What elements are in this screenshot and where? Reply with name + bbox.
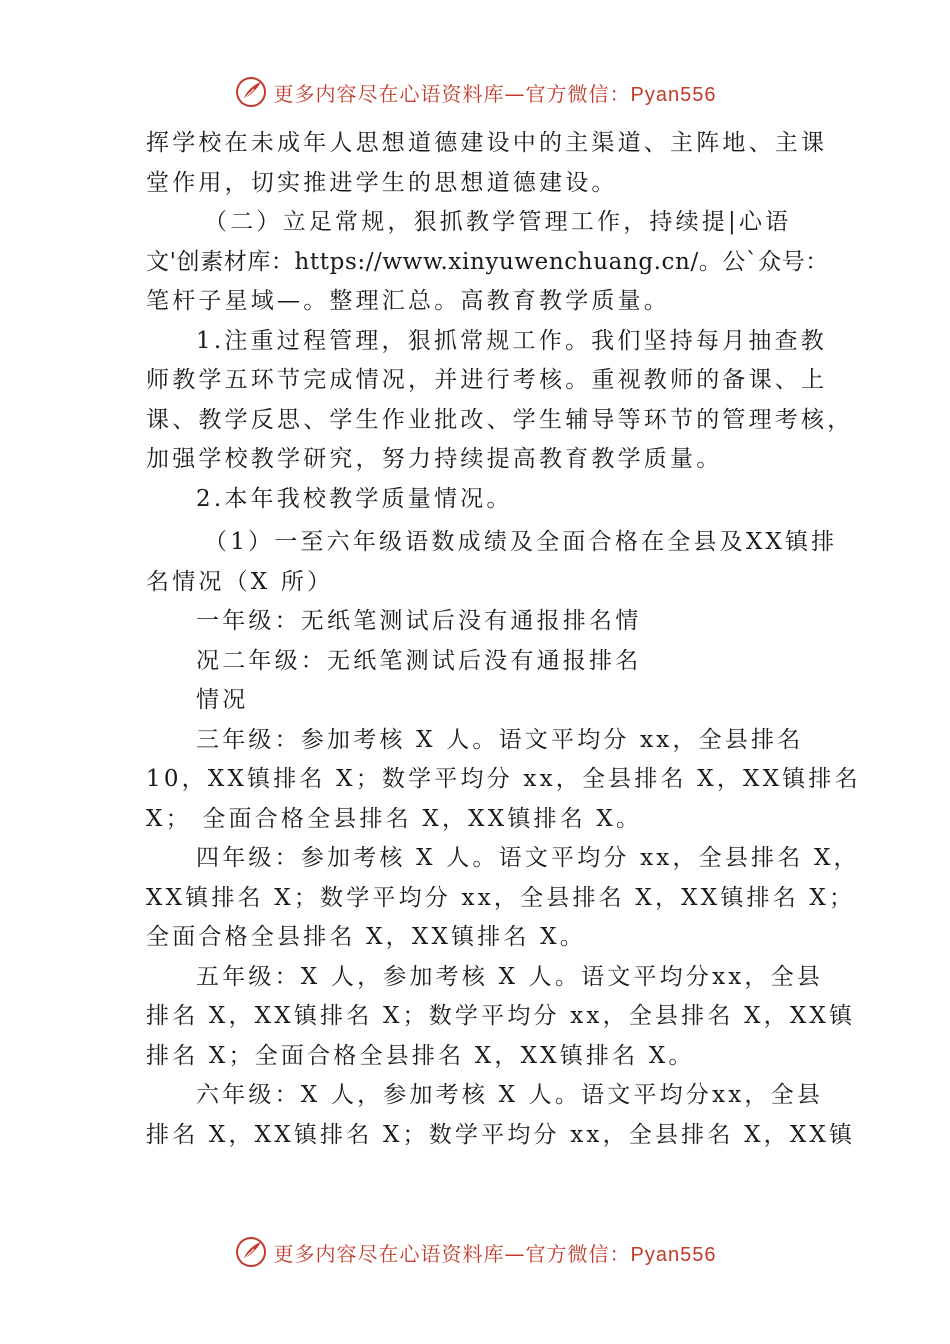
- body-line: 文'创素材库：https://www.xinyuwenchuang.cn/。公`众号：: [146, 248, 829, 275]
- body-line: 排名 X，XX镇排名 X；数学平均分 xx，全县排名 X，XX镇: [146, 1003, 856, 1029]
- body-line: 排名 X，XX镇排名 X；数学平均分 xx，全县排名 X，XX镇: [146, 1121, 856, 1148]
- body-line: 六年级：X 人，参加考核 X 人。语文平均分xx，全县: [196, 1082, 824, 1108]
- wechat-id: Pyan556: [630, 83, 717, 106]
- body-line: 挥学校在未成年人思想道德建设中的主渠道、主阵地、主课: [146, 130, 828, 156]
- body-line: 课、教学反思、学生作业批改、学生辅导等环节的管理考核，: [146, 406, 854, 433]
- body-line: 情况: [196, 687, 249, 713]
- body-line: 况二年级：无纸笔测试后没有通报排名: [196, 647, 642, 674]
- body-line: （二）立足常规，狠抓教学管理工作，持续提|心语: [204, 209, 792, 235]
- body-line: 10，XX镇排名 X；数学平均分 xx，全县排名 X，XX镇排名: [146, 766, 861, 792]
- banner-label: 更多内容尽在心语资料库—官方微信：: [273, 81, 631, 106]
- banner-label: 更多内容尽在心语资料库—官方微信：: [273, 1241, 631, 1266]
- body-line: 五年级：X 人，参加考核 X 人。语文平均分xx，全县: [196, 963, 824, 990]
- body-line: 1.注重过程管理，狠抓常规工作。我们坚持每月抽查教: [196, 327, 827, 354]
- body-line: 全面合格全县排名 X，XX镇排名 X。: [146, 924, 586, 950]
- body-line: 三年级：参加考核 X 人。语文平均分 xx，全县排名: [196, 726, 804, 753]
- body-line: 排名 X；全面合格全县排名 X，XX镇排名 X。: [146, 1042, 695, 1069]
- body-line: 加强学校教学研究，努力持续提高教育教学质量。: [146, 446, 723, 472]
- quill-logo-icon: [234, 1235, 268, 1269]
- body-line: 师教学五环节完成情况，并进行考核。重视教师的备课、上: [146, 367, 828, 393]
- footer-banner: [0, 1232, 950, 1272]
- quill-logo-icon: [234, 75, 268, 109]
- banner-text: [274, 1238, 717, 1267]
- body-line: 一年级：无纸笔测试后没有通报排名情: [196, 608, 642, 634]
- body-line: X； 全面合格全县排名 X，XX镇排名 X。: [146, 805, 643, 832]
- body-line: 名情况（X 所）: [146, 568, 334, 595]
- body-line: （1）一至六年级语数成绩及全面合格在全县及XX镇排: [204, 529, 838, 555]
- header-banner: [0, 72, 950, 112]
- body-line: 四年级：参加考核 X 人。语文平均分 xx，全县排名 X，: [196, 845, 860, 871]
- banner-text: [274, 78, 717, 107]
- body-line: 笔杆子星域—。整理汇总。高教育教学质量。: [146, 288, 670, 314]
- body-line: 堂作用，切实推进学生的思想道德建设。: [146, 169, 618, 196]
- document-body: [146, 124, 861, 1155]
- body-line: XX镇排名 X；数学平均分 xx，全县排名 X，XX镇排名 X；: [146, 884, 856, 911]
- body-line: 2.本年我校教学质量情况。: [196, 485, 513, 512]
- wechat-id: Pyan556: [630, 1243, 717, 1266]
